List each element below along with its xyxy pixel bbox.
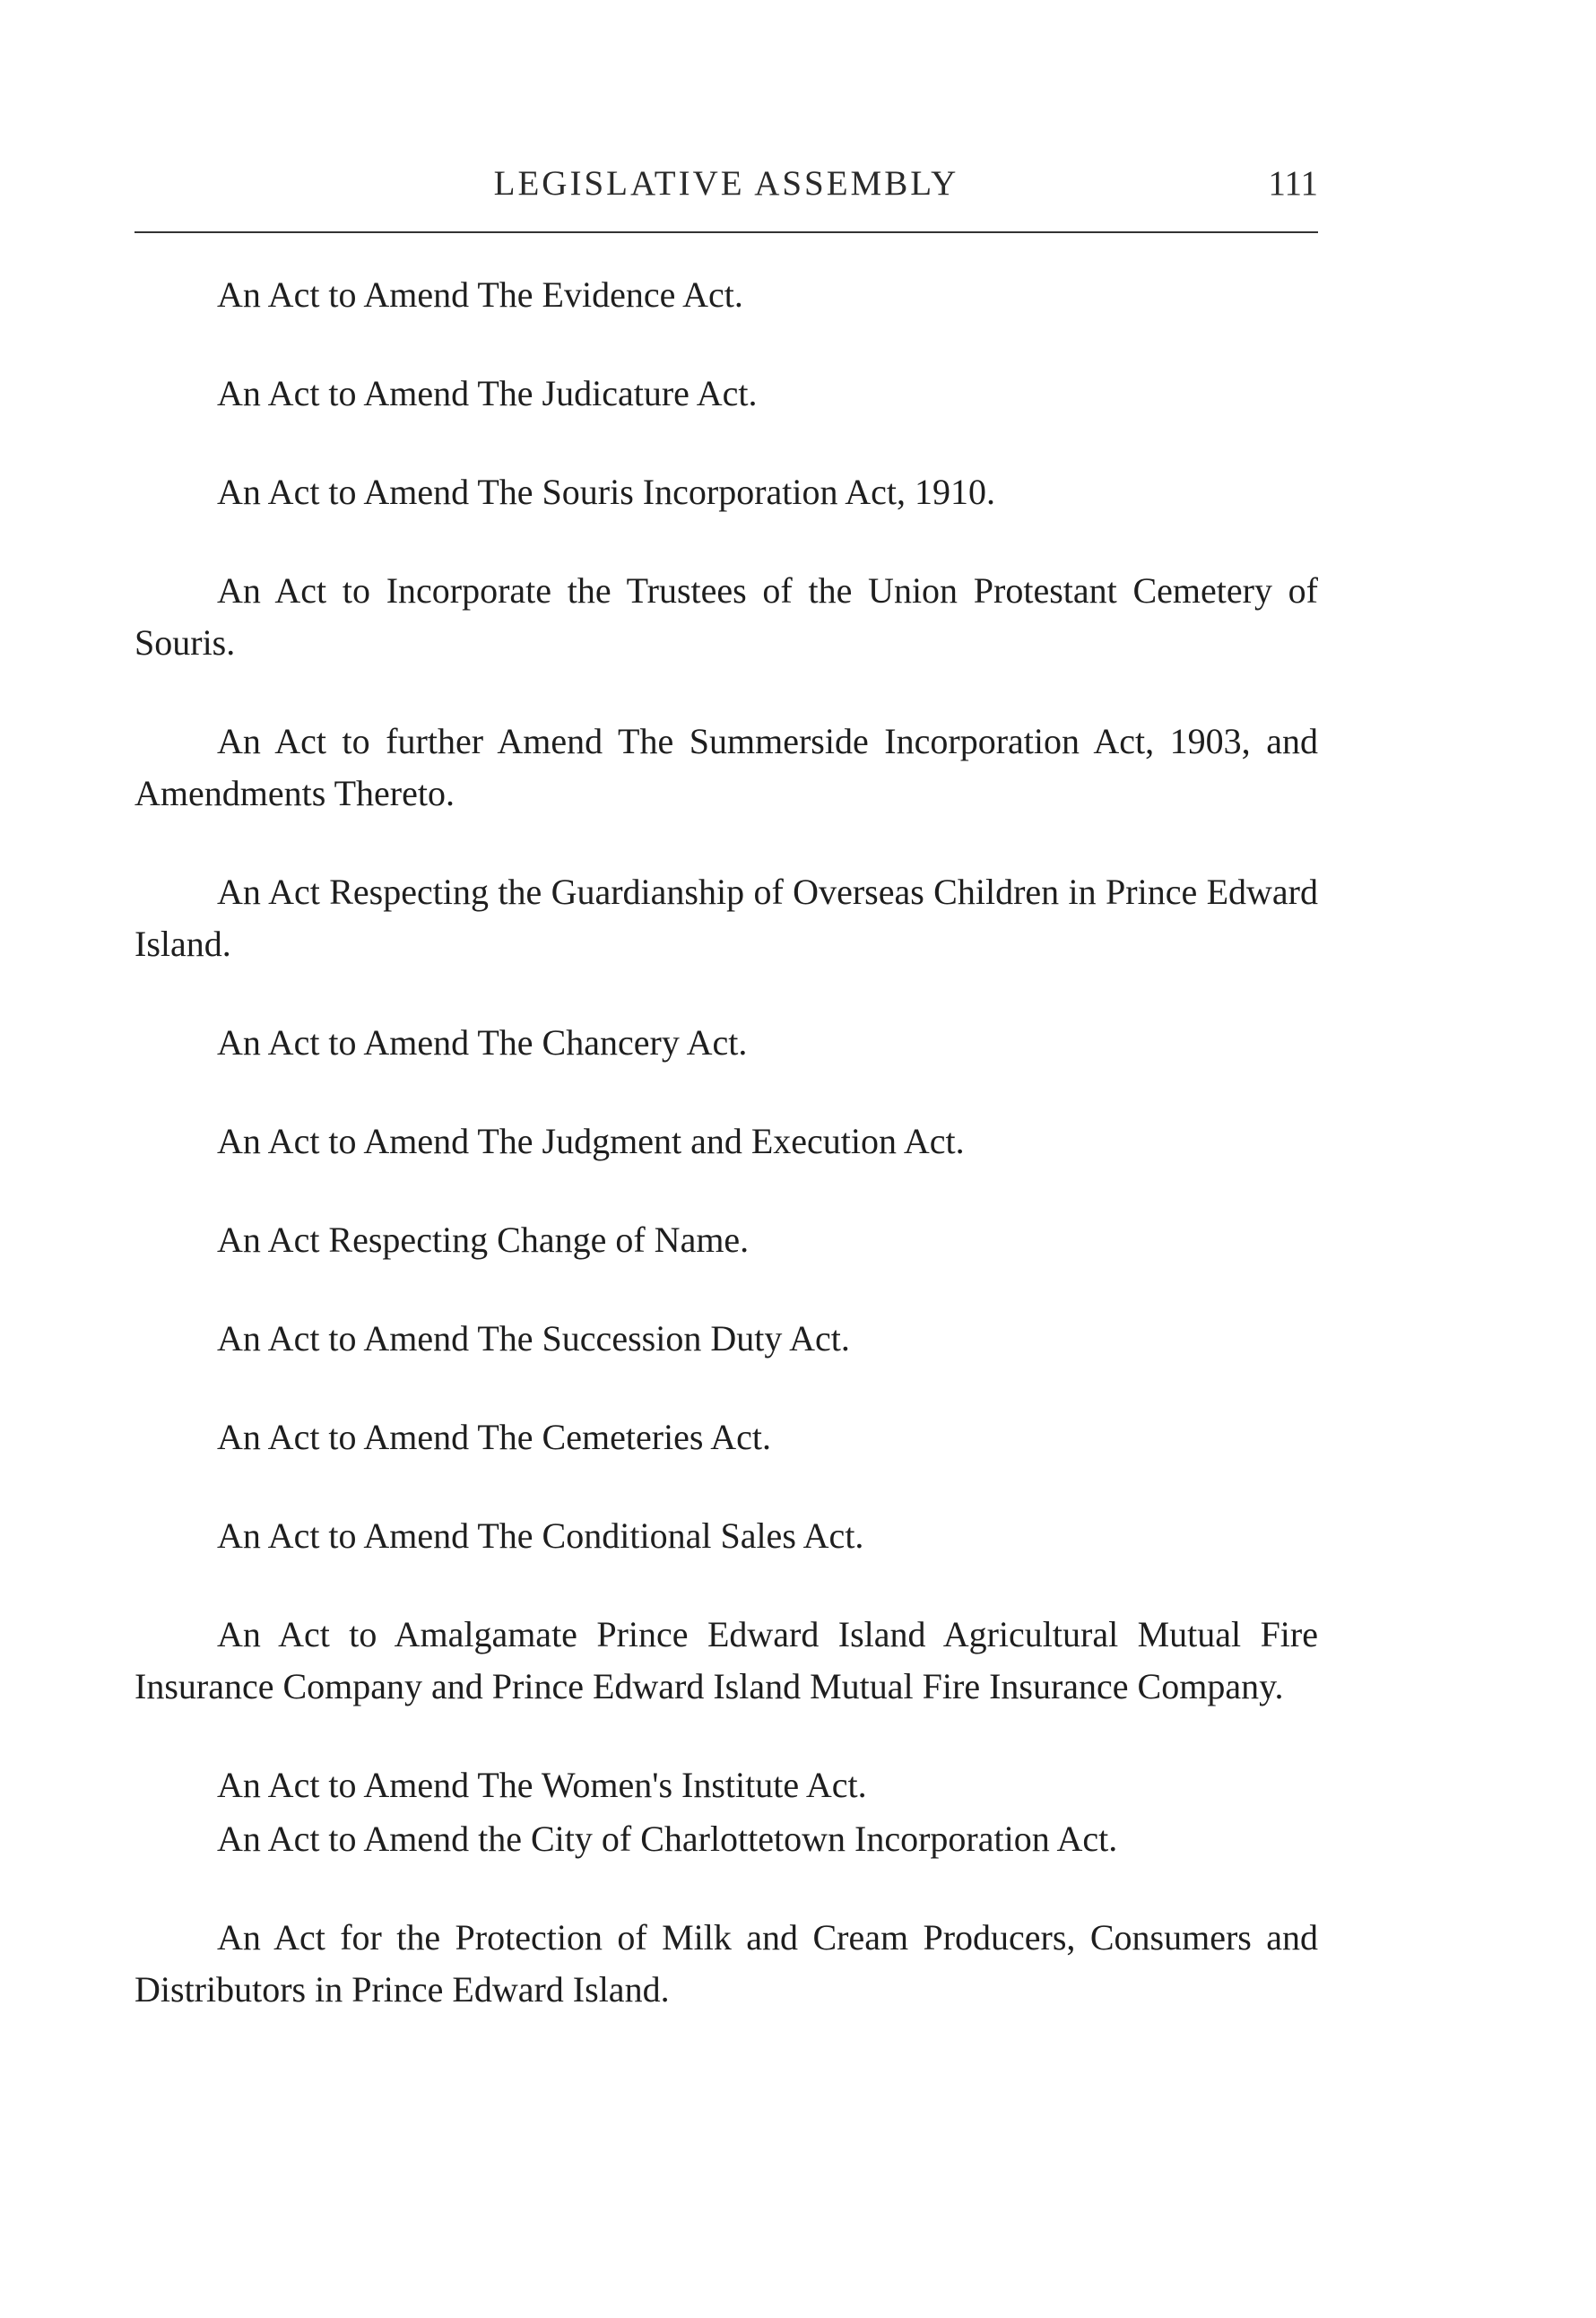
page-number: 111 [1268, 164, 1318, 203]
act-item: An Act to Amend The Conditional Sales Act. [217, 1515, 864, 1556]
act-item: An Act to Amalgamate Prince Edward Island Agricultural Mutual Fire Insurance Company and Prince Edward Island Mutual Fire Insurance Company. [134, 1614, 1318, 1706]
act-item: An Act to Incorporate the Trustees of the Union Protestant Cemetery of Souris. [134, 570, 1318, 663]
header-rule [134, 231, 1318, 233]
act-item: An Act for the Protection of Milk and Cream Producers, Consumers and Distributors in Prince Edward Island. [134, 1917, 1318, 2010]
act-item: An Act to Amend The Evidence Act. [217, 274, 743, 315]
act-item: An Act to Amend The Succession Duty Act. [217, 1318, 850, 1359]
page-header [134, 163, 1318, 217]
running-title: LEGISLATIVE ASSEMBLY [493, 164, 959, 203]
act-item: An Act Respecting Change of Name. [217, 1220, 750, 1260]
act-item: An Act to Amend The Judgment and Execution Act. [217, 1121, 965, 1161]
act-item: An Act to Amend The Chancery Act. [217, 1022, 748, 1063]
act-item: An Act to Amend The Souris Incorporation Act, 1910. [217, 472, 996, 512]
act-item: An Act Respecting the Guardianship of Overseas Children in Prince Edward Island. [134, 872, 1318, 964]
act-item: An Act to Amend the City of Charlottetown Incorporation Act. [217, 1819, 1118, 1859]
act-item: An Act to further Amend The Summerside Incorporation Act, 1903, and Amendments Thereto. [134, 721, 1318, 813]
acts-list [134, 269, 1318, 2016]
act-item: An Act to Amend The Judicature Act. [217, 373, 758, 413]
act-item: An Act to Amend The Cemeteries Act. [217, 1417, 772, 1457]
act-item: An Act to Amend The Women's Institute Act. [217, 1765, 867, 1805]
